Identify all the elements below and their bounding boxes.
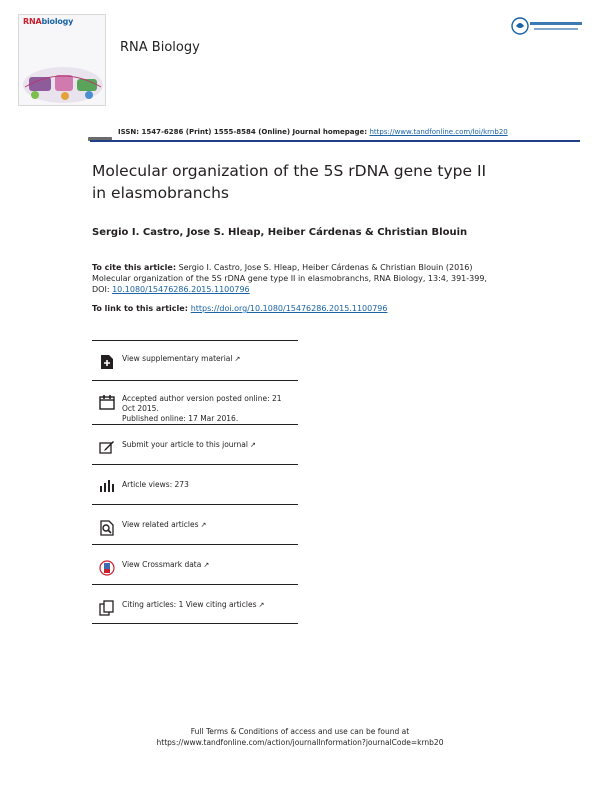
article-title [92, 160, 562, 204]
info-text-submit: Submit your article to this journal [122, 440, 248, 449]
cite-line-1: Sergio I. Castro, Jose S. Hleap, Heiber Cárdenas & Christian Blouin (2016) [176, 263, 473, 272]
terms-footer [0, 726, 600, 748]
info-item-submit[interactable] [92, 424, 298, 464]
crossmark-icon [99, 560, 115, 576]
footer-line-1: Full Terms & Conditions of access and use can be found at [190, 727, 410, 736]
cover-logo: RNAbiology [23, 17, 74, 26]
citing-icon [99, 600, 115, 616]
info-item-citing[interactable] [92, 584, 298, 624]
article-authors: Sergio I. Castro, Jose S. Hleap, Heiber Cárdenas & Christian Blouin [92, 227, 468, 238]
publisher-logo [510, 14, 586, 42]
supplementary-icon [100, 354, 114, 370]
article-link-line [92, 304, 388, 313]
journal-homepage-link[interactable]: https://www.tandfonline.com/loi/krnb20 [369, 128, 508, 136]
info-text-supplementary: View supplementary material [122, 354, 233, 363]
doi-prefix: DOI: [92, 285, 113, 294]
accepted-date-line-2: Oct 2015. [122, 404, 159, 413]
info-text-citing: Citing articles: 1 View citing articles [122, 600, 257, 609]
related-icon [100, 520, 114, 536]
issn-text: ISSN: 1547-6286 (Print) 1555-8584 (Online) Journal homepage: [118, 128, 370, 136]
info-text-views: Article views: 273 [122, 480, 189, 489]
doi-link[interactable]: 10.1080/15476286.2015.1100796 [112, 285, 250, 294]
title-line-2: in elasmobranchs [92, 184, 230, 202]
info-item-views [92, 464, 298, 504]
citation-block [92, 262, 532, 295]
external-link-icon: ↗ [203, 561, 210, 569]
article-info-list [92, 340, 298, 624]
info-item-dates [92, 380, 298, 424]
article-doi-url[interactable]: https://doi.org/10.1080/15476286.2015.1100796 [190, 304, 388, 313]
calendar-icon [99, 394, 115, 410]
views-icon [99, 480, 115, 492]
journal-cover [18, 14, 106, 106]
cite-label: To cite this article: [92, 263, 177, 272]
journal-name: RNA Biology [120, 40, 200, 55]
info-text-related: View related articles [122, 520, 199, 529]
accepted-date-line-1: Accepted author version posted online: 21 [122, 394, 282, 403]
external-link-icon: ↗ [234, 355, 241, 363]
external-link-icon: ↗ [200, 521, 207, 529]
info-item-crossmark[interactable] [92, 544, 298, 584]
tandf-small-logo [88, 128, 112, 136]
info-text-crossmark: View Crossmark data [122, 560, 202, 569]
submit-icon [99, 440, 115, 454]
published-date: Published online: 17 Mar 2016. [122, 414, 239, 423]
issn-line [118, 128, 508, 136]
footer-terms-link[interactable]: https://www.tandfonline.com/action/journalInformation?journalCode=krnb20 [156, 738, 444, 747]
header-divider [90, 140, 580, 142]
info-item-related[interactable] [92, 504, 298, 544]
title-line-1: Molecular organization of the 5S rDNA gene type II [92, 162, 487, 180]
external-link-icon: ↗ [249, 441, 256, 449]
link-label: To link to this article: [92, 304, 191, 313]
external-link-icon: ↗ [258, 601, 265, 609]
cite-line-2: Molecular organization of the 5S rDNA gene type II in elasmobranchs, RNA Biology, 13:4, 391-399, [92, 274, 487, 283]
info-item-supplementary[interactable] [92, 340, 298, 380]
cover-illustration [19, 63, 106, 105]
